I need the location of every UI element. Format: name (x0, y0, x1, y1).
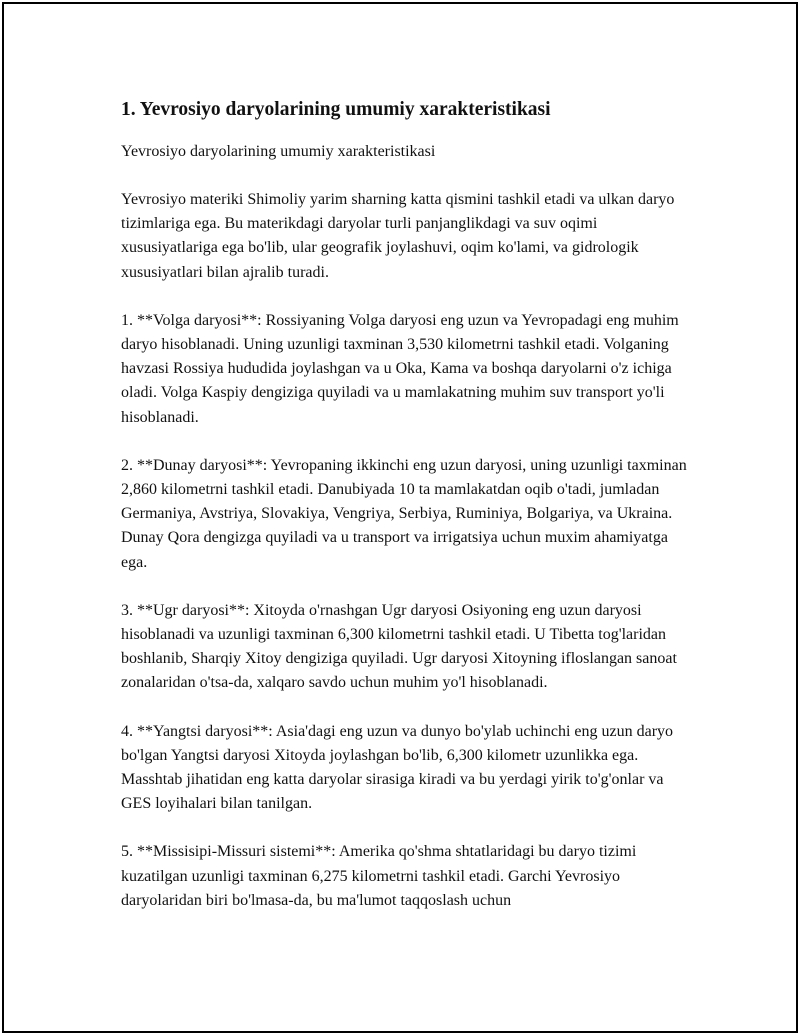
paragraph-yangtsi: 4. **Yangtsi daryosi**: Asia'dagi eng uzun va dunyo bo'ylab uchinchi eng uzun daryo bo'lgan Yangtsi daryosi Xitoyda joylashgan bo'lib, 6,300 kilometr uzunlikka ega. Masshtab jihatidan eng katta daryolar sirasiga kiradi va bu yerdagi yirik to'g'onlar va GES loyihalari bilan tanilgan. (121, 722, 674, 813)
paragraph-missisipi: 5. **Missisipi-Missuri sistemi**: Amerika qo'shma shtatlaridagi bu daryo tizimi kuzatilgan uzunligi taxminan 6,275 kilometrni tashkil etadi. Garchi Yevrosiyo daryolaridan biri bo'lmasa-da, bu ma'lumot taqqoslash uchun (121, 843, 637, 909)
paragraph-intro: Yevrosiyo materiki Shimoliy yarim sharning katta qismini tashkil etadi va ulkan daryo tizimlariga ega. Bu materikdagi daryolar turli panjanglikdagi va suv oqimi xususiyatlariga ega bo'lib, ular geografik joylashuvi, oqim ko'lami, va gidrologik xususiyatlari bilan ajralib turadi. (121, 191, 675, 281)
document-subtitle: Yevrosiyo daryolarining umumiy xarakteristikasi (121, 143, 436, 160)
paragraph-dunay: 2. **Dunay daryosi**: Yevropaning ikkinchi eng uzun daryosi, uning uzunligi taxminan 2,860 kilometrni tashkil etadi. Danubiyada 10 ta mamlakatdan oqib o'tadi, jumladan Germaniya, Avstriya, Slovakiya, Vengriya, Serbiya, Ruminiya, Bolgariya, va Ukraina. Dunay Qora dengizga quyiladi va u transport va irrigatsiya uchun muxim ahamiyatga ega. (121, 456, 687, 571)
document-page (2, 2, 798, 1033)
document-content (121, 96, 691, 937)
document-title: 1. Yevrosiyo daryolarining umumiy xarakteristikasi (121, 99, 551, 120)
paragraph-volga: 1. **Volga daryosi**: Rossiyaning Volga daryosi eng uzun va Yevropadagi eng muhim daryo hisoblanadi. Uning uzunligi taxminan 3,530 kilometrni tashkil etadi. Volganing havzasi Rossiya hududida joylashgan va u Oka, Kama va boshqa daryolarni o'z ichiga oladi. Volga Kaspiy dengiziga quyiladi va u mamlakatning muhim suv transport yo'li hisoblanadi. (121, 311, 679, 426)
paragraph-ugr: 3. **Ugr daryosi**: Xitoyda o'rnashgan Ugr daryosi Osiyoning eng uzun daryosi hisoblanadi va uzunligi taxminan 6,300 kilometrni tashkil etadi. U Tibetta tog'laridan boshlanib, Sharqiy Xitoy dengiziga quyiladi. Ugr daryosi Xitoyning ifloslangan sanoat zonalaridan o'tsa-da, xalqaro savdo uchun muhim yo'l hisoblanadi. (121, 601, 677, 692)
